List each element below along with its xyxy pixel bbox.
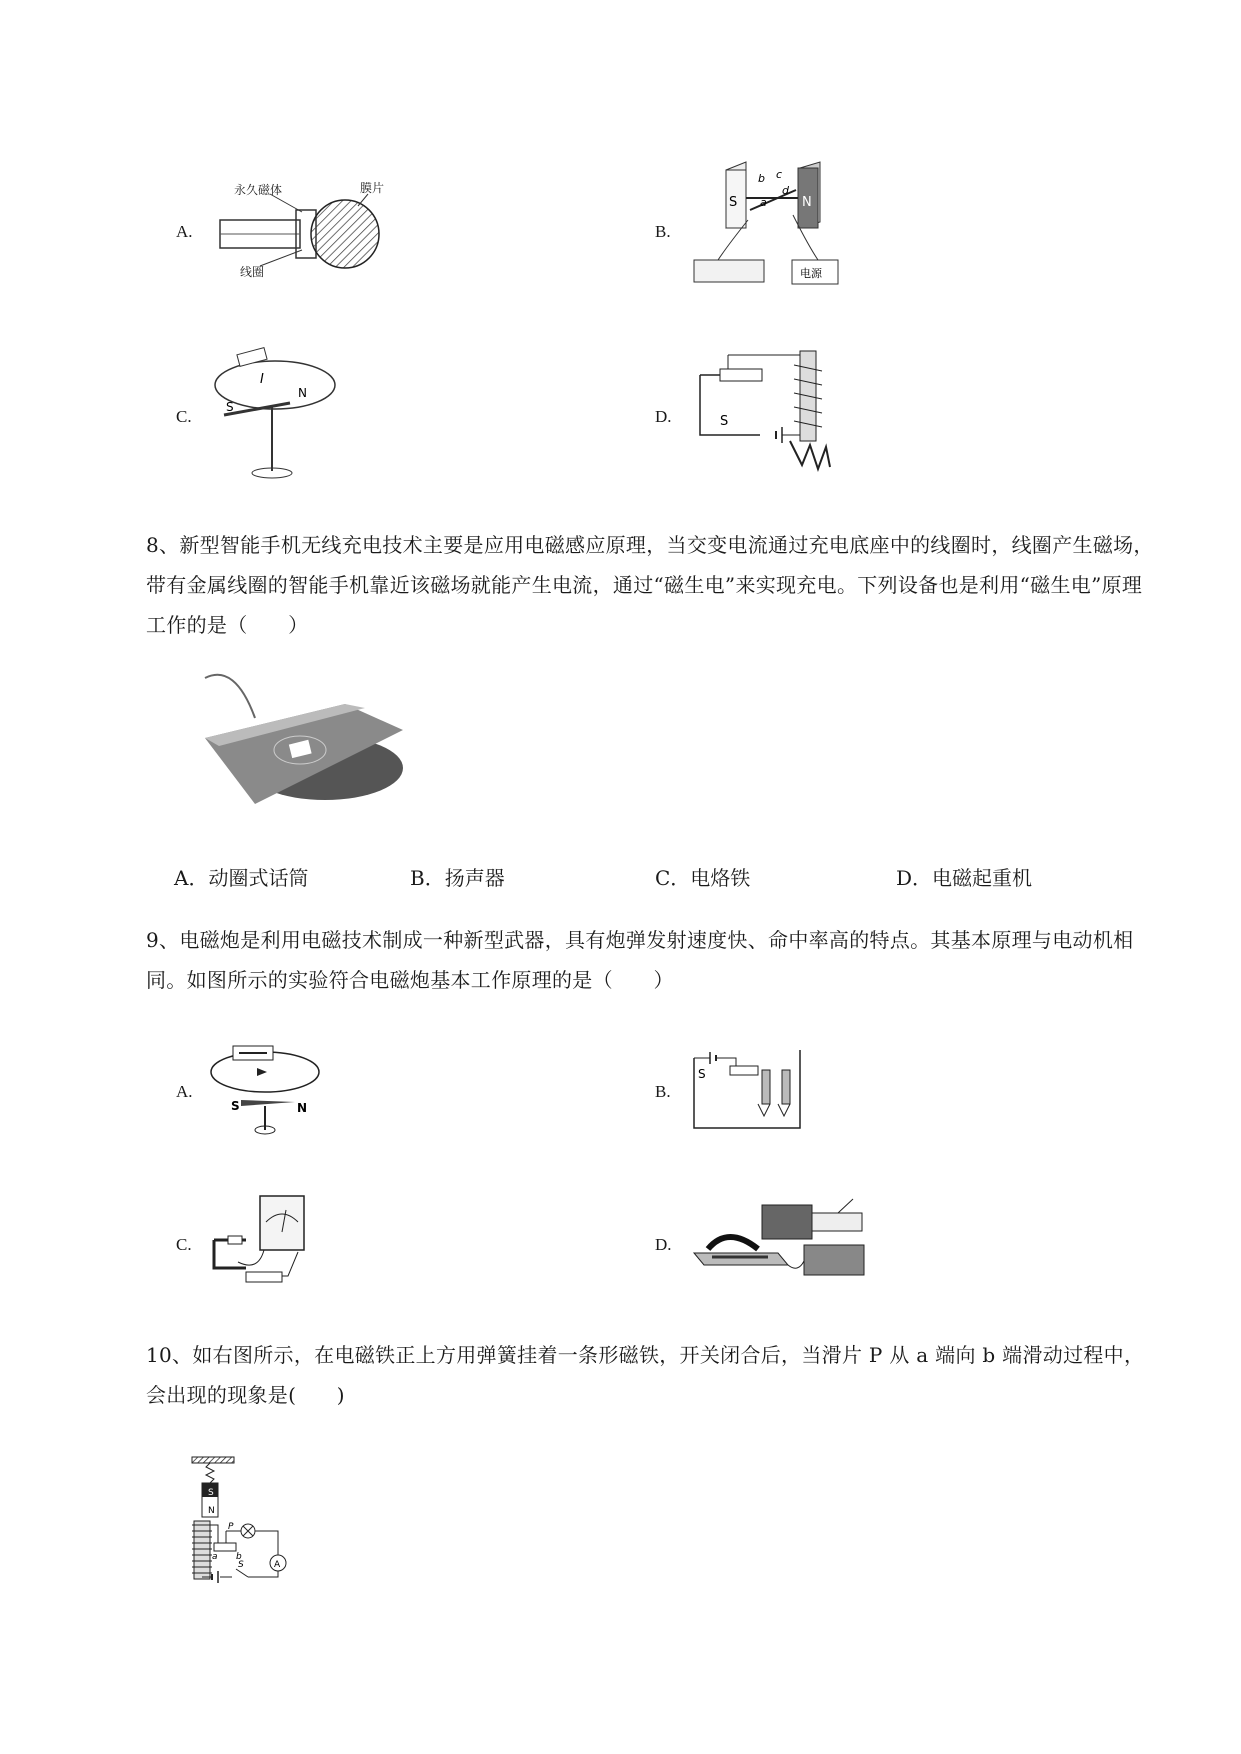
q10-end-a-label: a <box>212 1552 218 1562</box>
q9-needle-s-label: S <box>231 1099 240 1113</box>
wireless-charger-photo <box>195 668 407 816</box>
option-b-label: B. <box>655 222 671 241</box>
q8-option-a: A．动圈式话筒 <box>174 866 309 890</box>
question-9-text: 9、电磁炮是利用电磁技术制成一种新型武器，具有炮弹发射速度快、命中率高的特点。其基本原理与电动机相同。如图所示的实验符合电磁炮基本工作原理的是（ ） <box>146 928 1134 992</box>
q10-ammeter-label: A <box>274 1560 281 1570</box>
q8-option-b: B．扬声器 <box>410 866 505 890</box>
q10-magnet-s-label: S <box>208 1488 214 1498</box>
pole-n-label: N <box>802 195 812 210</box>
q9-option-c-label: C. <box>176 1235 192 1254</box>
q8-option-d: D．电磁起重机 <box>896 866 1033 890</box>
q9-option-b-label: B. <box>655 1082 671 1101</box>
wire-b-label: b <box>758 172 765 185</box>
q10-slider-p-label: P <box>228 1522 234 1532</box>
q9-option-a-label: A. <box>176 1082 193 1101</box>
coil-label: 线圈 <box>240 265 265 279</box>
electromagnet-figure <box>690 345 840 485</box>
wire-d-label: d <box>782 184 789 197</box>
microphone-figure <box>210 180 390 280</box>
q10-circuit-figure <box>188 1455 313 1585</box>
permanent-magnet-label: 永久磁体 <box>234 183 283 197</box>
current-i-label: I <box>260 372 264 387</box>
q9-needle-n-label: N <box>297 1101 308 1115</box>
question-10-text: 10、如右图所示，在电磁铁正上方用弹簧挂着一条形磁铁，开关闭合后，当滑片 P 从 a 端向 b 端滑动过程中，会出现的现象是( ) <box>146 1343 1145 1407</box>
option-c-label: C. <box>176 407 192 426</box>
q8-option-c: C．电烙铁 <box>655 866 751 890</box>
q10-switch-s-label: S <box>238 1560 244 1570</box>
q9-generator-figure <box>208 1192 313 1292</box>
pole-s-label: S <box>729 195 738 210</box>
power-supply-label: 电源 <box>800 267 822 280</box>
option-a-label: A. <box>176 222 193 241</box>
q9-option-d-label: D. <box>655 1235 672 1254</box>
needle-n-label: N <box>298 386 307 400</box>
q9-electromagnet-figure <box>690 1040 810 1135</box>
question-8-text: 8、新型智能手机无线充电技术主要是应用电磁感应原理，当交变电流通过充电底座中的线圈时，线圈产生磁场，带有金属线圈的智能手机靠近该磁场就能产生电流，通过“磁生电”来实现充电。下列设备也是利用“磁生电”原理工作的是（ ） <box>146 533 1154 637</box>
oersted-experiment-figure <box>210 345 350 485</box>
motor-experiment-figure <box>688 160 848 295</box>
q10-end-b-label: b <box>236 1552 242 1562</box>
membrane-label: 膜片 <box>360 181 385 195</box>
option-d-label: D. <box>655 407 672 426</box>
wire-c-label: c <box>776 168 783 181</box>
q9-switch-s-label: S <box>698 1067 706 1081</box>
q9-motor-rail-figure <box>688 1195 870 1287</box>
switch-s-label: S <box>720 414 729 429</box>
q9-oersted-figure <box>205 1040 330 1140</box>
q10-magnet-n-label: N <box>208 1506 215 1516</box>
needle-s-label: S <box>226 400 234 414</box>
wire-a-label: a <box>760 196 767 209</box>
